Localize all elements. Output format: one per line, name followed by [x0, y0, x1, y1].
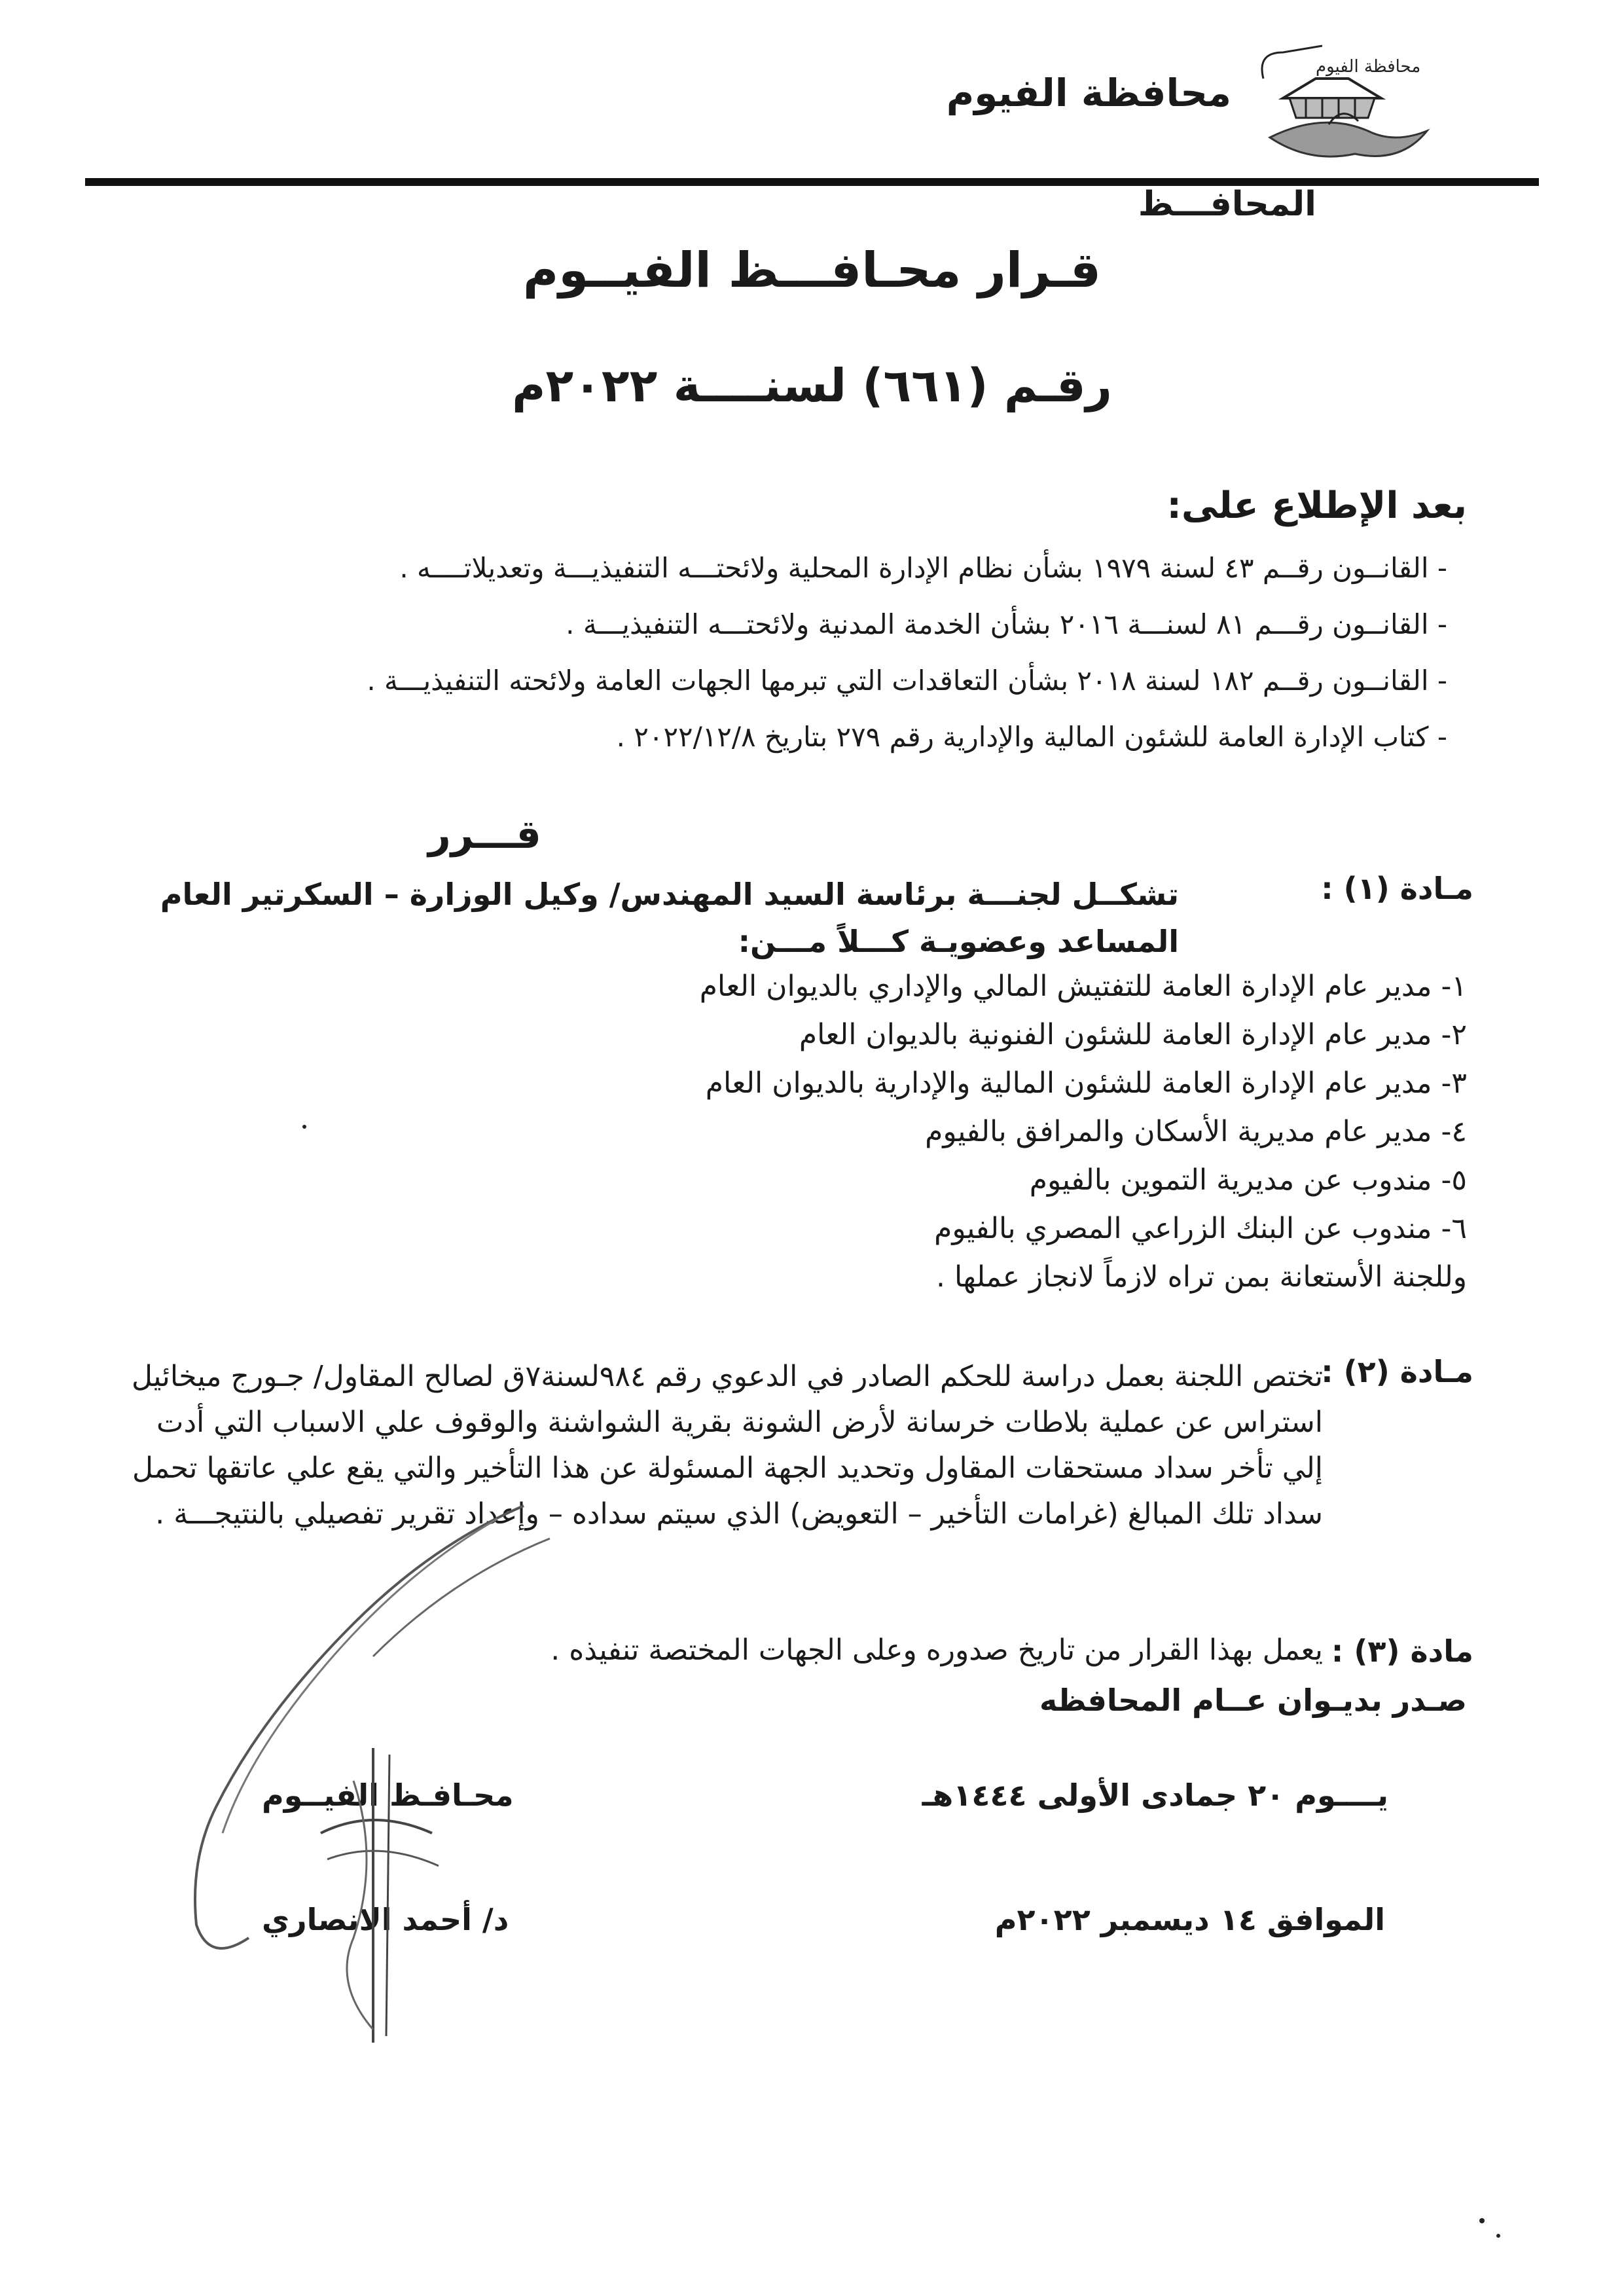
committee-note: وللجنة الأستعانة بمن تراه لازماً لانجاز عملها . — [936, 1260, 1467, 1294]
gregorian-date: الموافق ١٤ ديسمبر ٢٠٢٢م — [994, 1902, 1385, 1937]
decree-number: رقـم (٦٦١) لسنــــة ٢٠٢٢م — [512, 359, 1112, 412]
governorate-header: محافظة الفيوم — [946, 71, 1231, 115]
committee-member: ٢- مدير عام الإدارة العامة للشئون الفنونية بالديوان العام — [799, 1018, 1467, 1051]
preamble-heading: بعد الإطلاع على: — [1166, 484, 1467, 527]
article-1-label: مـادة (١) : — [1321, 871, 1473, 906]
article-3-text: يعمل بهذا القرار من تاريخ صدوره وعلى الجهات المختصة تنفيذه . — [550, 1633, 1323, 1667]
hijri-date: يــــوم ٢٠ جمادى الأولى ١٤٤٤هـ — [922, 1777, 1388, 1813]
committee-member: ١- مدير عام الإدارة العامة للتفتيش المالي والإداري بالديوان العام — [699, 970, 1467, 1003]
scan-speck — [1479, 2218, 1485, 2223]
preamble-list — [73, 540, 1447, 765]
signatory-name: د/ أحمد الانصاري — [262, 1902, 509, 1937]
preamble-item: - كتاب الإدارة العامة للشئون المالية والإدارية رقم ٢٧٩ بتاريخ ٢٠٢٢/١٢/٨ . — [616, 721, 1447, 753]
office-label: المحافـــظ — [1138, 185, 1316, 224]
committee-member: ٥- مندوب عن مديرية التموين بالفيوم — [1029, 1163, 1467, 1197]
committee-members-list — [223, 962, 1467, 1302]
article-1-text: تشكــل لجنـــة برئاسة السيد المهندس/ وكيل الوزارة – السكرتير العام المساعد وعضويـة كـــلاً مـــن: — [160, 877, 1179, 959]
signatory-title: محـافـظ الفيــوم — [262, 1777, 514, 1813]
committee-member: ٤- مدير عام مديرية الأسكان والمرافق بالفيوم — [925, 1115, 1467, 1148]
article-2-text: تختص اللجنة بعمل دراسة للحكم الصادر في الدعوي رقم ٩٨٤لسنة٧ق لصالح المقاول/ جـورج ميخائيل استراس عن عملية بلاطات خرسانة لأرض الشونة بقرية الشواشنة والوقوف علي الاسباب التي أدت إلي تأخر سداد مستحقات المقاول وتحديد الجهة المسئولة عن هذا التأخير والتي يقع علي عاتقها تحمل سداد تلك المبالغ (غرامات التأخير – التعويض) الذي سيتم سداده – وإعداد تقرير تفصيلي بالنتيجـــة . — [131, 1360, 1323, 1531]
committee-member: ٦- مندوب عن البنك الزراعي المصري بالفيوم — [934, 1212, 1467, 1245]
handwritten-signature — [157, 1467, 563, 2056]
preamble-item: - القانــون رقــم ٤٣ لسنة ١٩٧٩ بشأن نظام الإدارة المحلية ولائحتـــه التنفيذيـــة وتعديلاتــــه . — [399, 552, 1447, 584]
preamble-item: - القانــون رقـــم ٨١ لسنـــة ٢٠١٦ بشأن الخدمة المدنية ولائحتـــه التنفيذيـــة . — [566, 608, 1447, 640]
issued-line: صـدر بديـوان عــام المحافظه — [1039, 1683, 1467, 1718]
header-rule — [85, 178, 1539, 186]
article-2-label: مـادة (٢) : — [1321, 1354, 1473, 1389]
scan-speck — [302, 1125, 306, 1129]
governorate-seal-logo — [1244, 39, 1440, 170]
scan-speck — [1496, 2234, 1500, 2238]
decided-heading: قـــرر — [428, 812, 541, 858]
article-3-label: مادة (٣) : — [1331, 1633, 1473, 1669]
committee-member: ٣- مدير عام الإدارة العامة للشئون المالية والإدارية بالديوان العام — [705, 1066, 1467, 1100]
svg-text:محافظة الفيوم: محافظة الفيوم — [1316, 57, 1421, 77]
preamble-item: - القانــون رقــم ١٨٢ لسنة ٢٠١٨ بشأن التعاقدات التي تبرمها الجهات العامة ولائحته التنفيذيـــة . — [367, 665, 1447, 697]
decree-title: قـرار محـافـــظ الفيــوم — [523, 242, 1101, 299]
